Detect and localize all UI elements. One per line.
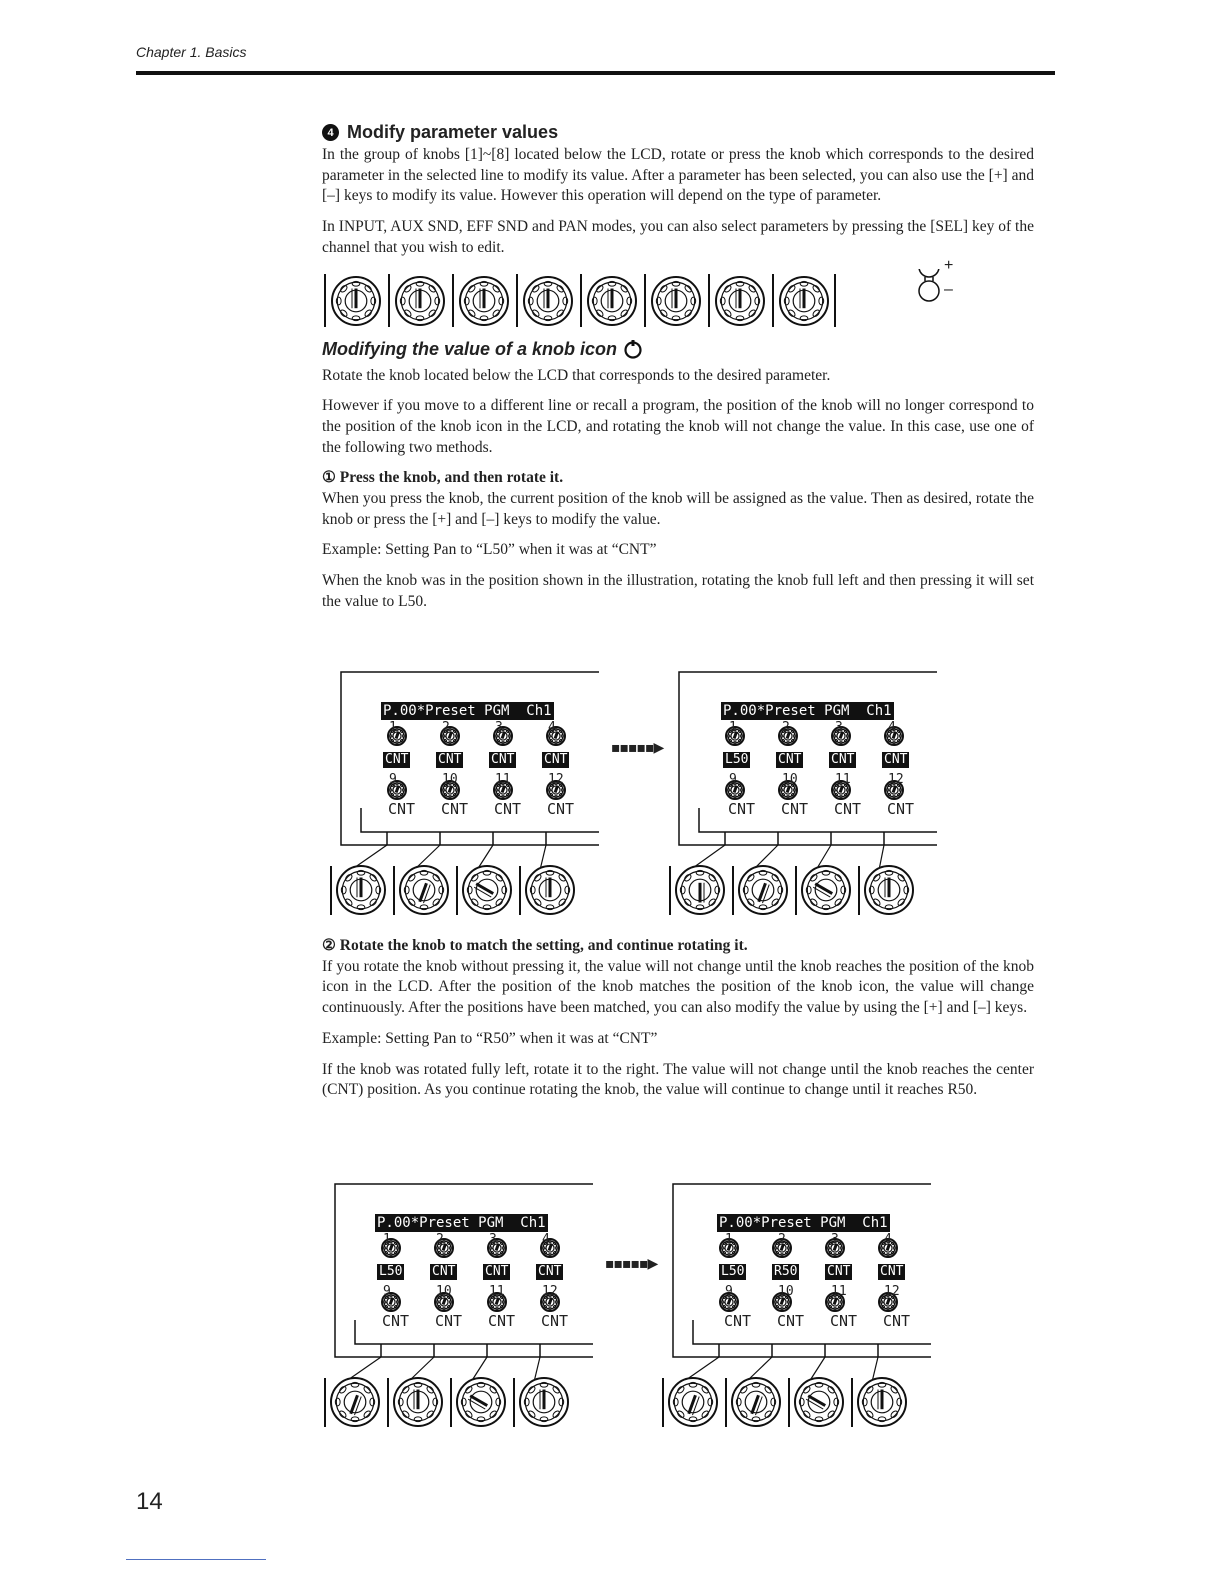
physical-knob-icon[interactable] xyxy=(520,1378,568,1426)
example-1-text: When the knob was in the position shown in the illustration, rotating the knob full left and then pressing it will set the value to L50. xyxy=(322,572,1034,610)
lcd-bottom-number: 9 xyxy=(383,1284,391,1299)
section-title xyxy=(322,122,1034,143)
lcd-selected-value: CNT xyxy=(385,752,409,767)
lcd-selected-value: CNT xyxy=(544,752,568,767)
example-2-text: If the knob was rotated fully left, rotate it to the right. The value will not change until the knob reaches the center (CNT) position. As you continue rotating the knob, the value will continue to change until it reaches R50. xyxy=(322,1060,1034,1099)
lcd-top-number: 2 xyxy=(782,720,790,735)
lcd-bottom-number: 11 xyxy=(835,772,851,787)
lcd-bottom-number: 10 xyxy=(778,1284,794,1299)
knob-1-icon[interactable] xyxy=(332,277,380,325)
lcd-bottom-value: CNT xyxy=(777,1312,805,1330)
lcd-bottom-number: 12 xyxy=(548,772,564,787)
subsection-paragraph-2: However if you move to a different line or recall a program, the position of the knob will no longer correspond to the position of the knob icon in the LCD, and rotating the knob will not change the value. In this case, use one of the following two methods. xyxy=(322,397,1034,456)
physical-knob-icon[interactable] xyxy=(669,1378,717,1426)
knob-5-icon[interactable] xyxy=(588,277,636,325)
physical-knob-icon[interactable] xyxy=(858,1378,906,1426)
lcd-bottom-number: 9 xyxy=(725,1284,733,1299)
knob-3-icon[interactable] xyxy=(460,277,508,325)
main-content xyxy=(322,122,1034,623)
page-number: 14 xyxy=(136,1488,163,1515)
lcd-title: P.00*Preset PGM Ch1 xyxy=(377,1215,546,1231)
physical-knob-icon[interactable] xyxy=(795,1378,843,1426)
lcd-bottom-value: CNT xyxy=(388,800,416,818)
lcd-bottom-value: CNT xyxy=(382,1312,410,1330)
figure-1 xyxy=(0,660,1224,930)
lcd-bottom-number: 11 xyxy=(489,1284,505,1299)
lcd-top-number: 4 xyxy=(888,720,896,735)
lcd-bottom-value: CNT xyxy=(441,800,469,818)
lcd-bottom-value: CNT xyxy=(728,800,756,818)
lcd-selected-value: L50 xyxy=(721,1264,745,1279)
physical-knob-icon[interactable] xyxy=(739,866,787,914)
lcd-bottom-number: 12 xyxy=(888,772,904,787)
method-2-content xyxy=(322,936,1034,1111)
step-number-badge: 4 xyxy=(322,124,339,141)
plus-label: + xyxy=(944,256,954,274)
physical-knob-icon[interactable] xyxy=(676,866,724,914)
knob-row-illustration xyxy=(322,256,1034,333)
example-2: Example: Setting Pan to “R50” when it was at “CNT” xyxy=(322,1029,658,1047)
knob-row-group xyxy=(325,274,835,327)
lcd-selected-value: CNT xyxy=(438,752,462,767)
physical-knob-icon[interactable] xyxy=(331,1378,379,1426)
example-1: Example: Setting Pan to “L50” when it was at “CNT” xyxy=(322,541,657,559)
lcd-bottom-number: 10 xyxy=(436,1284,452,1299)
knob-6-icon[interactable] xyxy=(652,277,700,325)
lcd-bottom-number: 10 xyxy=(782,772,798,787)
lcd-selected-value: CNT xyxy=(880,1264,904,1279)
lcd-top-number: 4 xyxy=(884,1232,892,1247)
lcd-selected-value: L50 xyxy=(379,1264,403,1279)
lcd-bottom-value: CNT xyxy=(781,800,809,818)
lcd-top-number: 3 xyxy=(495,720,503,735)
lcd-top-number: 3 xyxy=(835,720,843,735)
lcd-bottom-number: 12 xyxy=(884,1284,900,1299)
lcd-top-number: 2 xyxy=(436,1232,444,1247)
physical-knob-icon[interactable] xyxy=(457,1378,505,1426)
lcd-top-number: 1 xyxy=(383,1232,391,1247)
lcd-title: P.00*Preset PGM Ch1 xyxy=(723,703,892,719)
physical-knob-icon[interactable] xyxy=(865,866,913,914)
lcd-top-number: 3 xyxy=(831,1232,839,1247)
lcd-bottom-number: 11 xyxy=(495,772,511,787)
lcd-top-number: 2 xyxy=(778,1232,786,1247)
lcd-top-number: 1 xyxy=(389,720,397,735)
method-1-title: ① Press the knob, and then rotate it. xyxy=(322,469,564,487)
lcd-top-number: 4 xyxy=(542,1232,550,1247)
arrow-icon: ▪▪▪▪▪▶ xyxy=(605,1256,658,1272)
lcd-selected-value: L50 xyxy=(725,752,749,767)
minus-key-icon xyxy=(919,281,939,301)
lcd-selected-value: CNT xyxy=(432,1264,456,1279)
physical-knob-icon[interactable] xyxy=(802,866,850,914)
lcd-top-number: 2 xyxy=(442,720,450,735)
knob-2-icon[interactable] xyxy=(396,277,444,325)
lcd-selected-value: R50 xyxy=(774,1264,798,1279)
lcd-title: P.00*Preset PGM Ch1 xyxy=(719,1215,888,1231)
plus-key-icon xyxy=(919,269,939,277)
lcd-selected-value: CNT xyxy=(884,752,908,767)
lcd-bottom-value: CNT xyxy=(834,800,862,818)
knob-7-icon[interactable] xyxy=(716,277,764,325)
lcd-selected-value: CNT xyxy=(538,1264,562,1279)
lcd-selected-value: CNT xyxy=(778,752,802,767)
figure-2 xyxy=(0,1172,1224,1442)
physical-knob-icon[interactable] xyxy=(394,1378,442,1426)
lcd-bottom-value: CNT xyxy=(488,1312,516,1330)
method-2-text: If you rotate the knob without pressing it, the value will not change until the knob reaches the position of the knob icon in the LCD. After the position of the knob matches the position of the knob icon, the value will change continuously. After the positions have been matched, you can also modify the value by using the [+] and [–] keys. xyxy=(322,957,1034,1017)
knob-row-svg xyxy=(322,269,1034,333)
header-rule xyxy=(136,71,1055,75)
lcd-top-number: 3 xyxy=(489,1232,497,1247)
knob-4-icon[interactable] xyxy=(524,277,572,325)
lcd-bottom-number: 10 xyxy=(442,772,458,787)
figure-1-svg xyxy=(0,660,1224,930)
physical-knob-icon[interactable] xyxy=(337,866,385,914)
footer-line xyxy=(126,1559,266,1560)
lcd-bottom-number: 9 xyxy=(389,772,397,787)
lcd-top-number: 1 xyxy=(729,720,737,735)
method-2-title: ② Rotate the knob to match the setting, and continue rotating it. xyxy=(322,937,748,954)
arrow-icon: ▪▪▪▪▪▶ xyxy=(611,740,664,756)
section-title-text: Modify parameter values xyxy=(347,122,559,142)
method-1-text: When you press the knob, the current position of the knob will be assigned as the value. Then as desired, rotate the knob or press the [+] and [–] keys to modify the value. xyxy=(322,490,1034,528)
lcd-bottom-number: 11 xyxy=(831,1284,847,1299)
plus-minus-keys xyxy=(919,269,939,301)
lcd-selected-value: CNT xyxy=(485,1264,509,1279)
figure-2-svg xyxy=(0,1172,1224,1442)
section-paragraph-1: In the group of knobs [1]~[8] located below the LCD, rotate or press the knob which corresponds to the desired parameter in the selected line to modify its value. After a parameter has been selected, you can also use the [+] and [–] keys to modify its value. However this operation will depend on the type of parameter. xyxy=(322,146,1034,205)
lcd-selected-value: CNT xyxy=(491,752,515,767)
subsection-paragraph-1: Rotate the knob located below the LCD that corresponds to the desired parameter. xyxy=(322,366,831,384)
lcd-top-number: 1 xyxy=(725,1232,733,1247)
subsection-title xyxy=(322,339,1034,360)
subsection-title-text: Modifying the value of a knob icon xyxy=(322,338,618,359)
chapter-header: Chapter 1. Basics xyxy=(136,44,247,60)
lcd-selected-value: CNT xyxy=(831,752,855,767)
physical-knob-icon[interactable] xyxy=(400,866,448,914)
knob-icon xyxy=(623,339,643,359)
lcd-bottom-value: CNT xyxy=(435,1312,463,1330)
minus-label: – xyxy=(944,280,953,298)
lcd-bottom-number: 9 xyxy=(729,772,737,787)
lcd-bottom-value: CNT xyxy=(883,1312,911,1330)
lcd-bottom-value: CNT xyxy=(494,800,522,818)
lcd-top-number: 4 xyxy=(548,720,556,735)
knob-8-icon[interactable] xyxy=(780,277,828,325)
lcd-bottom-value: CNT xyxy=(887,800,915,818)
physical-knob-icon[interactable] xyxy=(526,866,574,914)
lcd-bottom-value: CNT xyxy=(724,1312,752,1330)
lcd-selected-value: CNT xyxy=(827,1264,851,1279)
lcd-title: P.00*Preset PGM Ch1 xyxy=(383,703,552,719)
lcd-bottom-value: CNT xyxy=(830,1312,858,1330)
lcd-bottom-value: CNT xyxy=(541,1312,569,1330)
physical-knob-icon[interactable] xyxy=(732,1378,780,1426)
lcd-bottom-value: CNT xyxy=(547,800,575,818)
lcd-bottom-number: 12 xyxy=(542,1284,558,1299)
section-paragraph-2: In INPUT, AUX SND, EFF SND and PAN modes, you can also select parameters by pressing the [SEL] key of the channel that you wish to edit. xyxy=(322,218,1034,256)
physical-knob-icon[interactable] xyxy=(463,866,511,914)
